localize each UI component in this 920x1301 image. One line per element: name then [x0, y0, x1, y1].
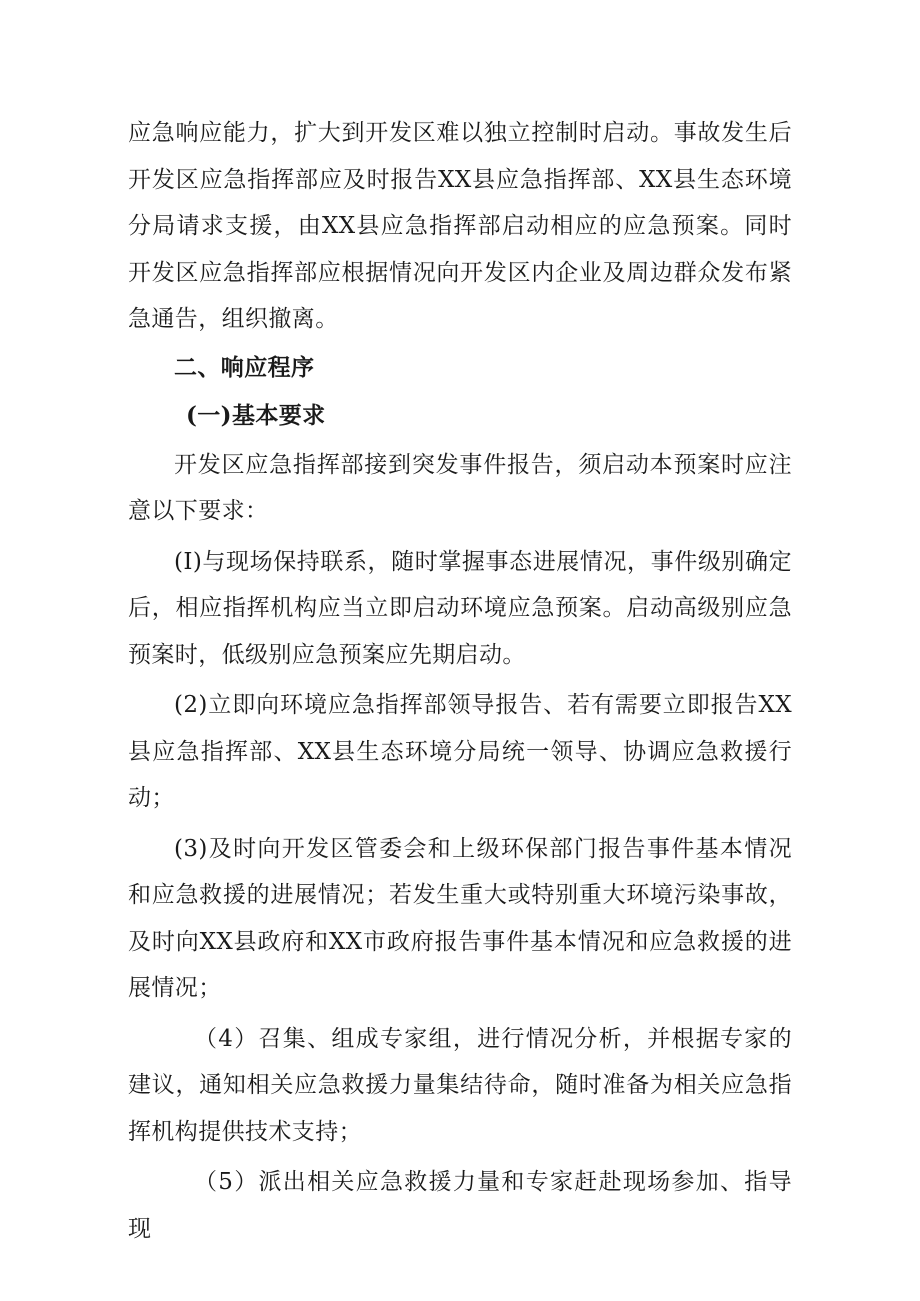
list-item-4: （4）召集、组成专家组，进行情况分析，并根据专家的建议，通知相关应急救援力量集结待命，随时准备为相关应急指挥机构提供技术支持； [128, 1025, 792, 1145]
list-item-1: (I)与现场保持联系，随时掌握事态进展情况，事件级别确定后，相应指挥机构应当立即启动环境应急预案。启动高级别应急预案时，低级别应急预案应先期启动。 [128, 548, 792, 668]
lead-paragraph: 开发区应急指挥部接到突发事件报告，须启动本预案时应注意以下要求： [128, 451, 792, 524]
intro-paragraph: 应急响应能力，扩大到开发区难以独立控制时启动。事故发生后开发区应急指挥部应及时报告XX县应急指挥部、XX县生态环境分局请求支援，由XX县应急指挥部启动相应的应急预案。同时开发区应急指挥部应根据情况向开发区内企业及周边群众发布紧急通告，组织撤离。 [128, 120, 792, 332]
list-item-3: (3)及时向开发区管委会和上级环保部门报告事件基本情况和应急救援的进展情况；若发生重大或特别重大环境污染事故，及时向XX县政府和XX市政府报告事件基本情况和应急救援的进展情况； [128, 835, 792, 1001]
list-item-5: （5）派出相关应急救援力量和专家赶赴现场参加、指导现 [128, 1169, 792, 1242]
subsection-heading: (一)基本要求 [186, 402, 326, 429]
section-heading: 二、响应程序 [174, 353, 315, 381]
list-item-2: (2)立即向环境应急指挥部领导报告、若有需要立即报告XX县应急指挥部、XX县生态环境分局统一领导、协调应急救援行动； [128, 692, 792, 811]
document-page [128, 110, 792, 1252]
